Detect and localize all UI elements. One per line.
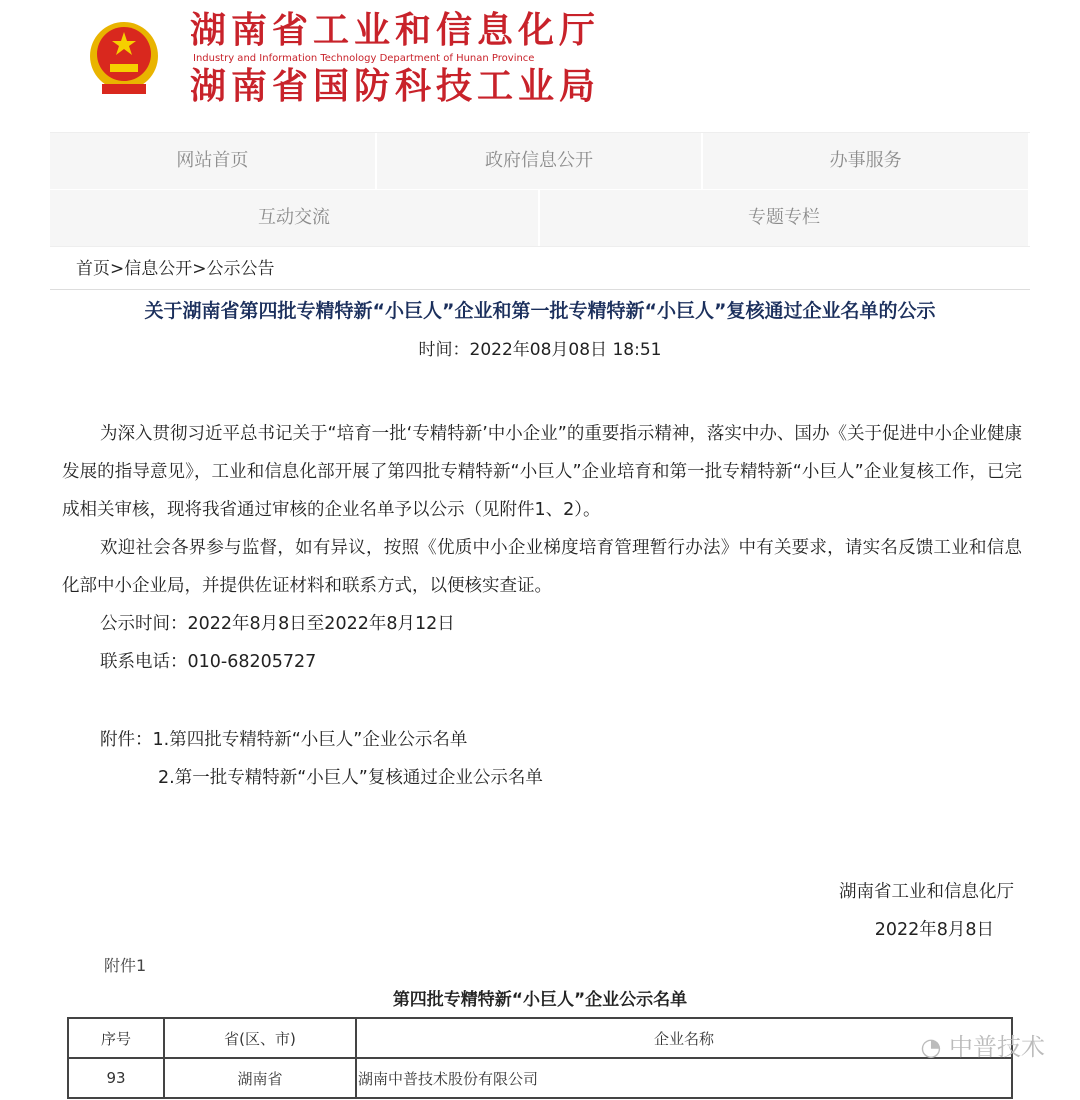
table-title: 第四批专精特新“小巨人”企业公示名单 [392,990,688,1010]
company-table [67,1017,1013,1099]
attachment-2-link[interactable]: 2.第一批专精特新“小巨人”复核通过企业公示名单 [158,768,543,788]
main-nav-row1 [50,132,1030,189]
sign-date: 2022年8月8日 [874,920,994,940]
nav-services[interactable]: 办事服务 [703,133,1030,189]
article-body [0,415,1080,1099]
contact-phone: 联系电话：010-68205727 [100,652,317,672]
watermark [920,1027,1045,1062]
paragraph-1: 为深入贯彻习近平总书记关于“培育一批‘专精特新’中小企业”的重要指示精神，落实中办、国办《关于促进中小企业健康发展的指导意见》，工业和信息化部开展了第四批专精特新“小巨人”企业培育和第一批专精特新“小巨人”企业复核工作，已完成相关审核，现将我省通过审核的企业名单予以公示（见附件1、2）。 [62,424,1022,520]
wechat-icon: ◔ [920,1033,949,1061]
national-emblem-logo [88,20,160,98]
nav-interaction[interactable]: 互动交流 [50,190,540,246]
table-row [68,1058,1012,1098]
table-header-row [68,1018,1012,1058]
cell-province: 湖南省 [164,1058,356,1098]
cell-company: 湖南中普技术股份有限公司 [356,1058,1012,1098]
header-cell: 省(区、市) [164,1018,356,1058]
nav-topics[interactable]: 专题专栏 [540,190,1030,246]
paragraph-2: 欢迎社会各界参与监督，如有异议，按照《优质中小企业梯度培育管理暂行办法》中有关要求，请实名反馈工业和信息化部中小企业局，并提供佐证材料和联系方式，以便核实查证。 [62,538,1022,596]
nav-gov-info[interactable]: 政府信息公开 [377,133,704,189]
org-name: 湖南省工业和信息化厅 [190,10,601,51]
org-name-2: 湖南省国防科技工业局 [190,66,601,107]
notice-period: 公示时间：2022年8月8日至2022年8月12日 [100,614,455,634]
breadcrumb[interactable]: 首页>信息公开>公示公告 [76,259,275,279]
divider [50,289,1030,290]
header-cell: 序号 [68,1018,164,1058]
cell-index: 93 [68,1058,164,1098]
watermark-text: 中普技术 [949,1033,1045,1061]
org-name-en: Industry and Information Technology Department of Hunan Province [193,53,535,64]
nav-home[interactable]: 网站首页 [50,133,377,189]
header-cell: 企业名称 [356,1018,1012,1058]
attachment-1-link[interactable]: 附件：1.第四批专精特新“小巨人”企业公示名单 [100,730,468,750]
main-nav-row2 [50,190,1030,247]
publish-time: 时间：2022年08月08日 18:51 [418,340,662,360]
signer: 湖南省工业和信息化厅 [839,882,1014,902]
annex-label: 附件1 [104,956,147,975]
article-title: 关于湖南省第四批专精特新“小巨人”企业和第一批专精特新“小巨人”复核通过企业名单的公示 [144,300,936,322]
